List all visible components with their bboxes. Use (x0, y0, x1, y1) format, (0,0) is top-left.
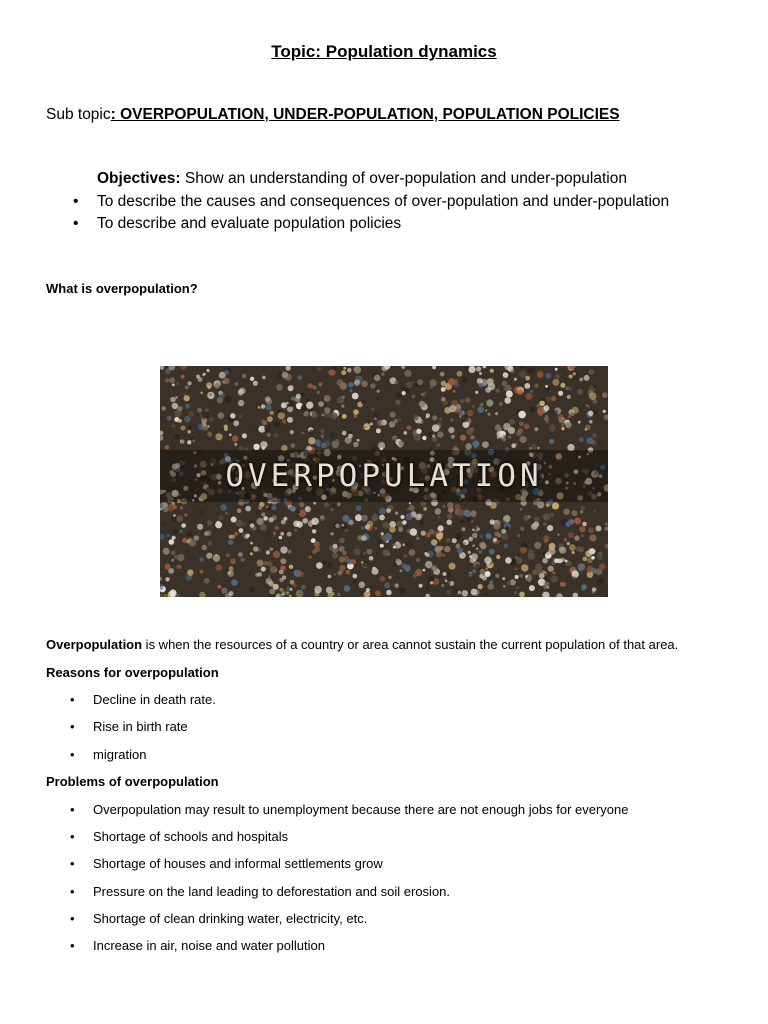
reason-item (70, 747, 147, 762)
problem-item (70, 856, 383, 871)
section-question: What is overpopulation? (46, 281, 198, 296)
problem-item (70, 938, 325, 953)
bullet-icon: • (70, 911, 75, 926)
reason-item-text: migration (93, 747, 147, 762)
problem-item (70, 884, 451, 899)
problem-item (70, 829, 289, 844)
reason-item (70, 719, 188, 734)
subtopic-line (46, 106, 620, 124)
problem-item-text: Shortage of schools and hospitals (93, 829, 289, 844)
reason-item-text: Decline in death rate. (93, 692, 216, 707)
reason-item (70, 692, 216, 707)
definition-paragraph (46, 637, 678, 652)
problems-heading: Problems of overpopulation (46, 774, 219, 789)
overpopulation-crowd-image (160, 366, 608, 597)
problem-item (70, 911, 368, 926)
bullet-icon: • (70, 938, 75, 953)
objective-item (73, 215, 402, 233)
subtopic-label: Sub topic (46, 106, 111, 123)
page-title (0, 42, 768, 62)
definition-text: is when the resources of a country or area cannot sustain the current population of that area. (142, 637, 679, 652)
definition-term: Overpopulation (46, 637, 143, 652)
objectives-text: Show an understanding of over-population and under-population (180, 170, 627, 187)
objective-item (73, 193, 670, 211)
objectives-label: Objectives: (97, 170, 181, 187)
bullet-icon: • (70, 719, 75, 734)
bullet-icon: • (70, 802, 75, 817)
reason-item-text: Rise in birth rate (93, 719, 188, 734)
problem-item-text: Shortage of clean drinking water, electricity, etc. (93, 911, 368, 926)
reasons-heading: Reasons for overpopulation (46, 665, 219, 680)
problem-item (70, 802, 629, 817)
page-title-text: Topic: Population dynamics (271, 42, 497, 61)
bullet-icon: • (70, 829, 75, 844)
problem-item-text: Increase in air, noise and water pollution (93, 938, 325, 953)
objective-item-text: To describe and evaluate population policies (97, 215, 402, 232)
bullet-icon: • (70, 747, 75, 762)
bullet-icon: • (70, 692, 75, 707)
bullet-icon: • (73, 193, 79, 210)
banner-word: OVERPOPULATION (225, 458, 543, 494)
problem-item-text: Overpopulation may result to unemployment because there are not enough jobs for everyone (93, 802, 629, 817)
bullet-icon: • (73, 215, 79, 232)
objective-item-text: To describe the causes and consequences of over-population and under-population (97, 193, 670, 210)
objectives-line (97, 170, 627, 188)
problem-item-text: Pressure on the land leading to deforestation and soil erosion. (93, 884, 451, 899)
problem-item-text: Shortage of houses and informal settlements grow (93, 856, 383, 871)
bullet-icon: • (70, 856, 75, 871)
bullet-icon: • (70, 884, 75, 899)
subtopic-value: : OVERPOPULATION, UNDER-POPULATION, POPULATION POLICIES (110, 106, 620, 123)
